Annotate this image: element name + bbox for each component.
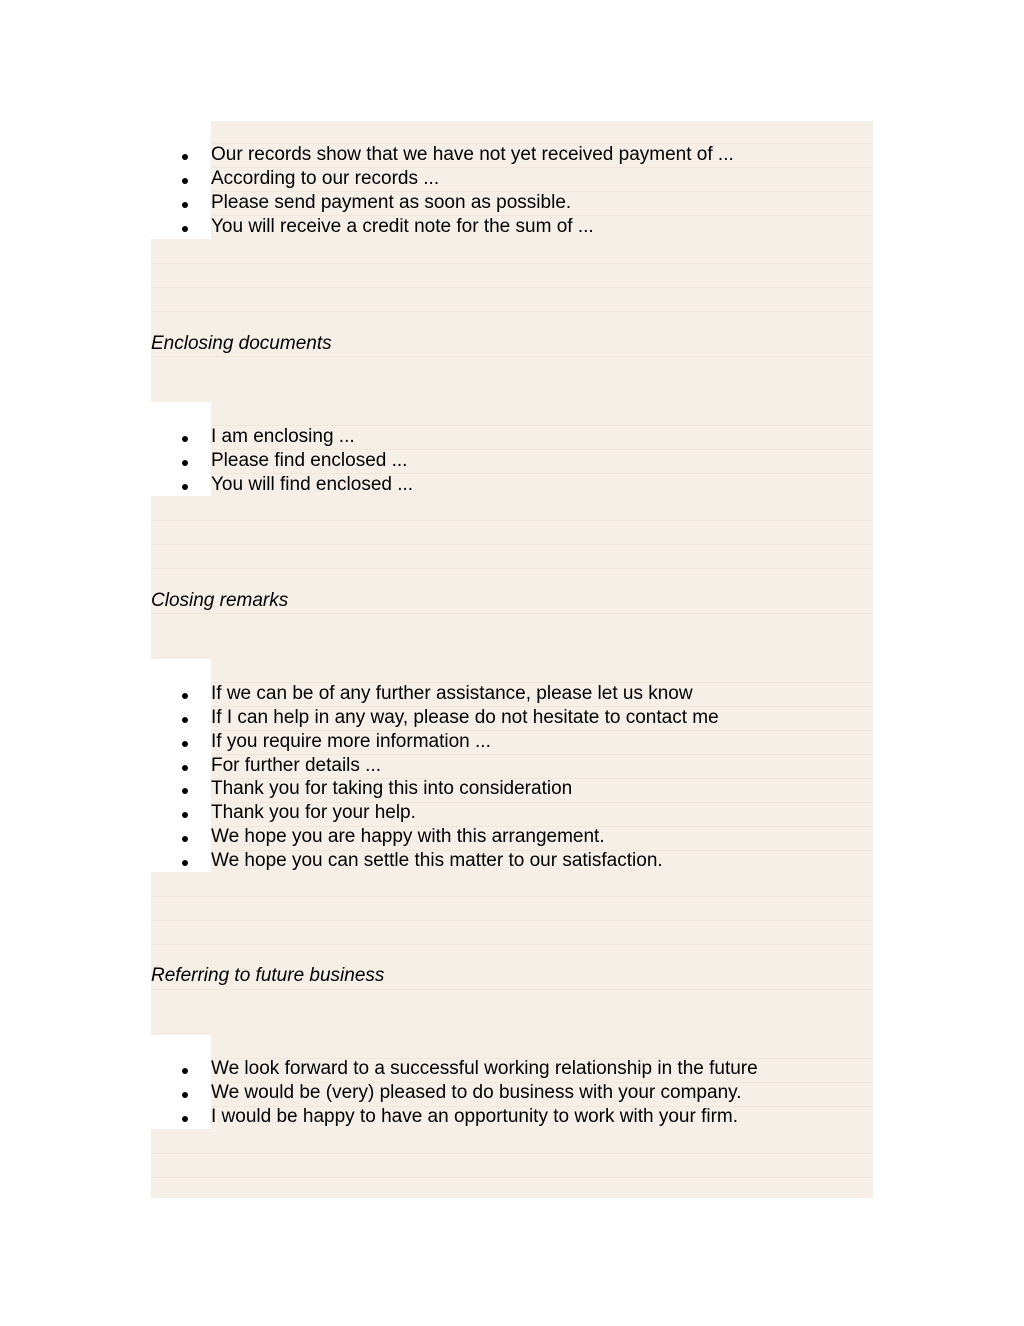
- row-rule: [151, 920, 873, 921]
- row-rule: [151, 263, 873, 264]
- row-rule: [151, 1153, 873, 1154]
- section-heading: Enclosing documents: [151, 333, 332, 354]
- bullet-icon: [182, 812, 188, 818]
- list-item: [0, 801, 1024, 825]
- bullet-icon: [182, 178, 188, 184]
- list-item: [0, 754, 1024, 778]
- bullet-icon: [182, 202, 188, 208]
- list-item-text: If we can be of any further assistance, please let us know: [211, 683, 693, 704]
- bullet-icon: [182, 717, 188, 723]
- bullet-icon: [182, 460, 188, 466]
- list-item-text: We hope you are happy with this arrangement.: [211, 826, 605, 847]
- list-item: [0, 167, 1024, 191]
- bullet-icon: [182, 765, 188, 771]
- list-item-text: We hope you can settle this matter to our satisfaction.: [211, 850, 663, 871]
- row-rule: [151, 287, 873, 288]
- section-heading: Closing remarks: [151, 590, 289, 611]
- section-heading: Referring to future business: [151, 965, 385, 986]
- list-item: [0, 425, 1024, 449]
- list-item: [0, 191, 1024, 215]
- list-item: [0, 473, 1024, 497]
- row-rule: [151, 944, 873, 945]
- list-item-text: According to our records ...: [211, 168, 440, 189]
- list-item: [0, 215, 1024, 239]
- list-item-text: You will receive a credit note for the sum of ...: [211, 216, 594, 237]
- row-rule: [151, 520, 873, 521]
- list-item: [0, 777, 1024, 801]
- bullet-icon: [182, 836, 188, 842]
- list-item: [0, 706, 1024, 730]
- list-item: [0, 730, 1024, 754]
- list-item: [0, 449, 1024, 473]
- bullet-icon: [182, 436, 188, 442]
- bullet-icon: [182, 741, 188, 747]
- list-item: [0, 1081, 1024, 1105]
- bullet-icon: [182, 1116, 188, 1122]
- list-item-text: Please send payment as soon as possible.: [211, 192, 572, 213]
- bullet-icon: [182, 226, 188, 232]
- bullet-icon: [182, 693, 188, 699]
- bullet-icon: [182, 1092, 188, 1098]
- bullet-icon: [182, 154, 188, 160]
- row-rule: [151, 1177, 873, 1178]
- row-rule: [151, 544, 873, 545]
- list-item: [0, 825, 1024, 849]
- list-item-text: For further details ...: [211, 755, 382, 776]
- bullet-icon: [182, 1068, 188, 1074]
- row-rule: [151, 356, 873, 357]
- list-item-text: Please find enclosed ...: [211, 450, 408, 471]
- list-item: [0, 1105, 1024, 1129]
- row-rule: [151, 896, 873, 897]
- list-item: [0, 682, 1024, 706]
- list-item-text: We would be (very) pleased to do business with your company.: [211, 1082, 742, 1103]
- row-rule: [151, 568, 873, 569]
- row-rule: [151, 311, 873, 312]
- bullet-icon: [182, 484, 188, 490]
- list-item-text: Thank you for taking this into consideration: [211, 778, 573, 799]
- row-rule: [151, 613, 873, 614]
- row-rule: [151, 989, 873, 990]
- list-item-text: I am enclosing ...: [211, 426, 355, 447]
- bullet-icon: [182, 788, 188, 794]
- list-item-text: Thank you for your help.: [211, 802, 416, 823]
- shading-band: [151, 1129, 873, 1198]
- list-item: [0, 849, 1024, 873]
- list-item-text: We look forward to a successful working relationship in the future: [211, 1058, 758, 1079]
- bullet-icon: [182, 860, 188, 866]
- list-item-text: If I can help in any way, please do not hesitate to contact me: [211, 707, 719, 728]
- list-item-text: I would be happy to have an opportunity to work with your firm.: [211, 1106, 738, 1127]
- list-item-text: If you require more information ...: [211, 731, 491, 752]
- list-item-text: Our records show that we have not yet received payment of ...: [211, 144, 734, 165]
- list-item: [0, 143, 1024, 167]
- list-item-text: You will find enclosed ...: [211, 474, 414, 495]
- list-item: [0, 1057, 1024, 1081]
